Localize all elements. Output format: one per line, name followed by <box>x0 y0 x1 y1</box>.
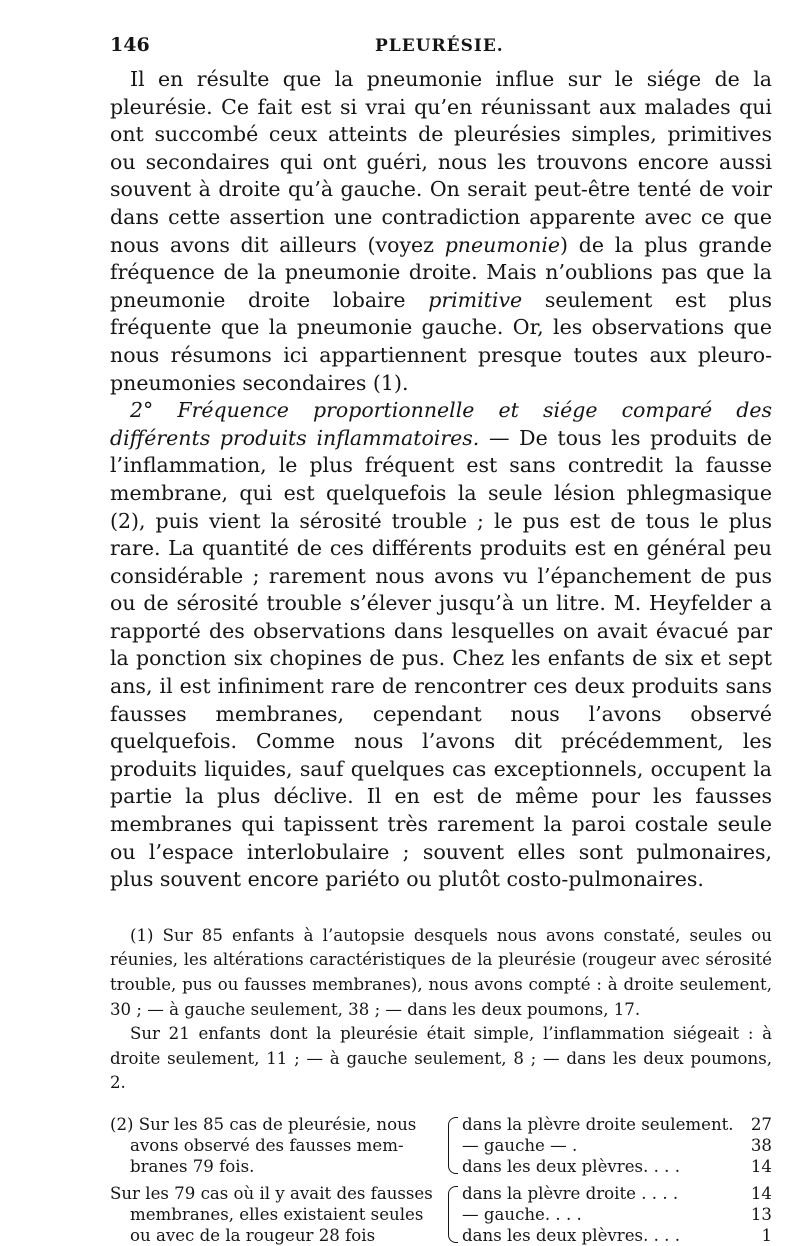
row-value: 14 <box>750 1183 772 1203</box>
table-2-line-1: Sur les 79 cas où il y avait des fausses <box>110 1183 433 1203</box>
paragraph-2-text: — De tous les produits de l’inflammation, le plus fréquent est sans contredit la fausse membrane, qui est quelquefois la seule lésion phlegmasique (2), puis vient la sérosité trouble ; le pus est de tous le plus rare. La quantité de ces différents produits est en général peu considérable ; rarement nous avons vu l’épanchement de pus ou de sérosité trouble s’élever jusqu’à un litre. M. Heyfelder a rapporté des observations dans lesquelles on avait évacué par la ponction six chopines de pus. Chez les enfants de six et sept ans, il est infiniment rare de rencontrer ces deux produits sans fausses membranes, cependant nous l’avons observé quelquefois. Comme nous l’avons dit précédemment, les produits liquides, sauf quelques cas exceptionnels, occupent la partie la plus déclive. Il en est de même pour les fausses membranes qui tapissent très rarement la paroi costale seule ou l’espace interlobulaire ; souvent elles sont pulmonaires, plus souvent encore pariéto ou plutôt costo-pulmonaires. <box>110 425 772 892</box>
table-1-line-3: branes 79 fois. <box>130 1156 255 1176</box>
table-row <box>462 1156 772 1177</box>
footnote-1-para-2: Sur 21 enfants dont la pleurésie était simple, l’inflammation siégeait : à droite seulement, 11 ; — à gauche seulement, 8 ; — dans les deux poumons, 2. <box>110 1024 772 1093</box>
row-label: — gauche — . <box>462 1135 578 1155</box>
table-2-line-3: ou avec de la rougeur 28 fois <box>130 1225 376 1245</box>
row-label: dans les deux plèvres. . . . <box>462 1225 680 1245</box>
row-value: 38 <box>750 1135 772 1155</box>
main-text <box>110 66 772 894</box>
table-row <box>462 1135 772 1156</box>
row-label: — gauche. . . . <box>462 1204 582 1224</box>
page-header <box>110 30 772 66</box>
brace-icon <box>448 1186 458 1243</box>
brace-table-1-description <box>110 1114 448 1177</box>
brace-table-1-rows <box>462 1114 772 1177</box>
footnote-1-para-1: (1) Sur 85 enfants à l’autopsie desquels nous avons constaté, seules ou réunies, les altérations caractéristiques de la pleurésie (rougeur avec sérosité trouble, pus ou fausses membranes), nous avons compté : à droite seulement, 30 ; — à gauche seulement, 38 ; — dans les deux poumons, 17. <box>110 925 772 1019</box>
running-title: PLEURÉSIE. <box>375 36 504 56</box>
brace-icon <box>448 1117 458 1174</box>
table-1-line-1: (2) Sur les 85 cas de pleurésie, nous <box>110 1114 417 1134</box>
paragraph-1 <box>110 66 772 397</box>
footnotes <box>110 924 772 1246</box>
row-value: 27 <box>750 1114 772 1134</box>
row-value: 14 <box>750 1156 772 1176</box>
footnote-1 <box>110 924 772 1096</box>
paragraph-1-part-c: seulement est plus fréquente que la pneumonie gauche. Or, les observations que nous résumons ici appartiennent presque toutes aux pleuro-pneumonies secondaires (1). <box>110 287 772 395</box>
table-2-line-2: membranes, elles existaient seules <box>130 1204 424 1224</box>
row-label: dans la plèvre droite . . . . <box>462 1183 679 1203</box>
table-row <box>462 1183 772 1204</box>
footnote-2 <box>110 1114 772 1246</box>
brace-table-1 <box>110 1114 772 1177</box>
brace-table-2-rows <box>462 1183 772 1246</box>
table-1-line-2: avons observé des fausses mem- <box>130 1135 404 1155</box>
section-heading: 2° Fréquence proportionnelle et siége comparé des différents produits inflammatoires. <box>110 398 772 450</box>
table-row <box>462 1225 772 1246</box>
table-row <box>462 1114 772 1135</box>
brace-table-2 <box>110 1183 772 1246</box>
paragraph-2 <box>110 397 772 894</box>
page-number: 146 <box>110 34 150 56</box>
row-label: dans la plèvre droite seulement. <box>462 1114 734 1134</box>
row-value: 1 <box>761 1225 772 1245</box>
paragraph-1-part-b: ) de la plus grande fréquence de la pneumonie droite. Mais n’oublions pas que la pneumonie droite lobaire <box>110 232 772 312</box>
italic-primitive: primitive <box>428 287 523 312</box>
row-value: 13 <box>750 1204 772 1224</box>
brace-table-2-description <box>110 1183 448 1246</box>
paragraph-1-part-a: Il en résulte que la pneumonie influe sur le siége de la pleurésie. Ce fait est si vrai qu’en réunissant aux malades qui ont succombé ceux atteints de pleurésies simples, primitives ou secondaires qui ont guéri, nous les trouvons encore aussi souvent à droite qu’à gauche. On serait peut-être tenté de voir dans cette assertion une contradiction apparente avec ce que nous avons dit ailleurs (voyez <box>110 67 772 257</box>
row-label: dans les deux plèvres. . . . <box>462 1156 680 1176</box>
table-row <box>462 1204 772 1225</box>
italic-pneumonie: pneumonie <box>444 232 561 257</box>
